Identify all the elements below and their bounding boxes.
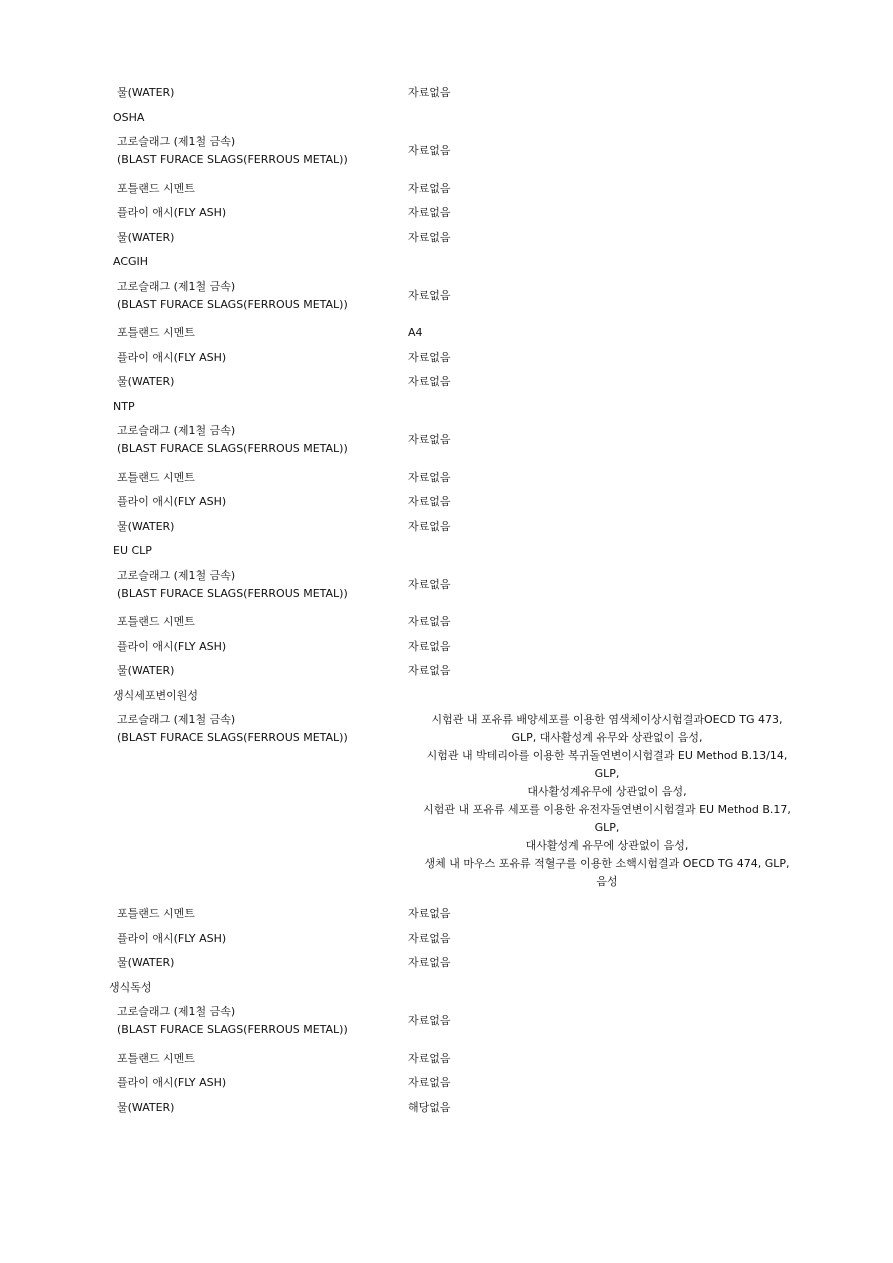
section-heading: EU CLP xyxy=(113,544,152,557)
property-value: 자료없음 xyxy=(408,470,451,484)
substance-name: 포틀랜드 시멘트 xyxy=(117,181,195,195)
substance-name: 고로슬래그 (제1철 금속) xyxy=(117,135,236,148)
property-value: 자료없음 xyxy=(408,1014,451,1027)
property-value: GLP, 대사활성계 유무와 상관없이 음성, xyxy=(511,731,703,744)
property-value: 자료없음 xyxy=(408,615,451,628)
substance-name: (BLAST FURACE SLAGS(FERROUS METAL)) xyxy=(117,297,348,311)
substance-name: 고로슬래그 (제1철 금속) xyxy=(117,713,236,726)
substance-name: 고로슬래그 (제1철 금속) xyxy=(117,568,236,582)
property-value: 생체 내 마우스 포유류 적혈구를 이용한 소핵시험결과 OECD TG 474, GLP, xyxy=(424,857,790,870)
property-value: 대사활성계 유무에 상관없이 음성, xyxy=(525,839,689,852)
property-value: 자료없음 xyxy=(408,230,451,244)
property-value: 시험관 내 박테리아를 이용한 복귀돌연변이시험결과 EU Method B.13/14, xyxy=(426,749,788,762)
substance-name: 물(WATER) xyxy=(117,664,175,677)
property-value: 자료없음 xyxy=(408,433,451,446)
substance-name: (BLAST FURACE SLAGS(FERROUS METAL)) xyxy=(117,1023,348,1036)
property-value: 자료없음 xyxy=(408,86,451,99)
property-value: 해당없음 xyxy=(408,1100,451,1114)
property-value: GLP, xyxy=(594,821,620,834)
substance-name: 고로슬래그 (제1철 금속) xyxy=(117,1005,236,1018)
property-value: 자료없음 xyxy=(408,375,451,388)
property-value: 자료없음 xyxy=(408,144,451,157)
substance-name: 포틀랜드 시멘트 xyxy=(117,1051,195,1065)
property-value: 시험관 내 포유류 세포를 이용한 유전자돌연변이시험결과 EU Method B.17, xyxy=(423,803,791,816)
substance-name: 플라이 애시(FLY ASH) xyxy=(117,639,227,653)
substance-name: (BLAST FURACE SLAGS(FERROUS METAL)) xyxy=(117,442,348,455)
property-value: 자료없음 xyxy=(408,1051,451,1065)
property-value: 자료없음 xyxy=(408,206,451,219)
substance-name: 물(WATER) xyxy=(117,1100,175,1114)
property-value: A4 xyxy=(408,326,423,339)
substance-name: 포틀랜드 시멘트 xyxy=(117,615,195,628)
property-value: 자료없음 xyxy=(408,577,451,591)
section-heading: 생식독성 xyxy=(109,980,152,994)
property-value: 자료없음 xyxy=(408,931,451,945)
section-heading: NTP xyxy=(113,399,135,413)
section-heading: 생식세포변이원성 xyxy=(113,688,199,702)
property-value: 자료없음 xyxy=(408,664,451,677)
property-value: 자료없음 xyxy=(408,350,451,364)
property-value: 자료없음 xyxy=(408,956,451,969)
property-value: 자료없음 xyxy=(408,519,451,533)
substance-name: 물(WATER) xyxy=(117,230,175,244)
substance-name: 물(WATER) xyxy=(117,519,175,533)
property-value: 자료없음 xyxy=(408,495,451,508)
substance-name: 고로슬래그 (제1철 금속) xyxy=(117,279,236,293)
substance-name: (BLAST FURACE SLAGS(FERROUS METAL)) xyxy=(117,153,348,166)
property-value: 대사활성계유무에 상관없이 음성, xyxy=(527,785,687,798)
section-heading: ACGIH xyxy=(113,255,149,268)
substance-name: 플라이 애시(FLY ASH) xyxy=(117,350,227,364)
substance-name: 물(WATER) xyxy=(117,956,175,969)
substance-name: 물(WATER) xyxy=(117,375,175,388)
substance-name: 포틀랜드 시멘트 xyxy=(117,326,195,339)
substance-name: (BLAST FURACE SLAGS(FERROUS METAL)) xyxy=(117,731,348,744)
property-value: GLP, xyxy=(594,767,620,780)
property-value: 자료없음 xyxy=(408,288,451,302)
property-value: 자료없음 xyxy=(408,639,451,653)
substance-name: 고로슬래그 (제1철 금속) xyxy=(117,424,236,437)
property-value: 자료없음 xyxy=(408,1076,451,1089)
property-value: 시험관 내 포유류 배양세포를 이용한 염색체이상시험결과OECD TG 473, xyxy=(431,713,783,726)
substance-name: 플라이 애시(FLY ASH) xyxy=(117,206,227,219)
substance-name: (BLAST FURACE SLAGS(FERROUS METAL)) xyxy=(117,586,348,600)
substance-name: 플라이 애시(FLY ASH) xyxy=(117,931,227,945)
substance-name: 플라이 애시(FLY ASH) xyxy=(117,1076,227,1089)
substance-name: 물(WATER) xyxy=(117,86,175,99)
property-value: 음성 xyxy=(596,875,618,888)
property-value: 자료없음 xyxy=(408,181,451,195)
substance-name: 포틀랜드 시멘트 xyxy=(117,470,195,484)
property-value: 자료없음 xyxy=(408,907,451,920)
section-heading: OSHA xyxy=(113,110,145,124)
substance-name: 포틀랜드 시멘트 xyxy=(117,907,195,920)
substance-name: 플라이 애시(FLY ASH) xyxy=(117,495,227,508)
